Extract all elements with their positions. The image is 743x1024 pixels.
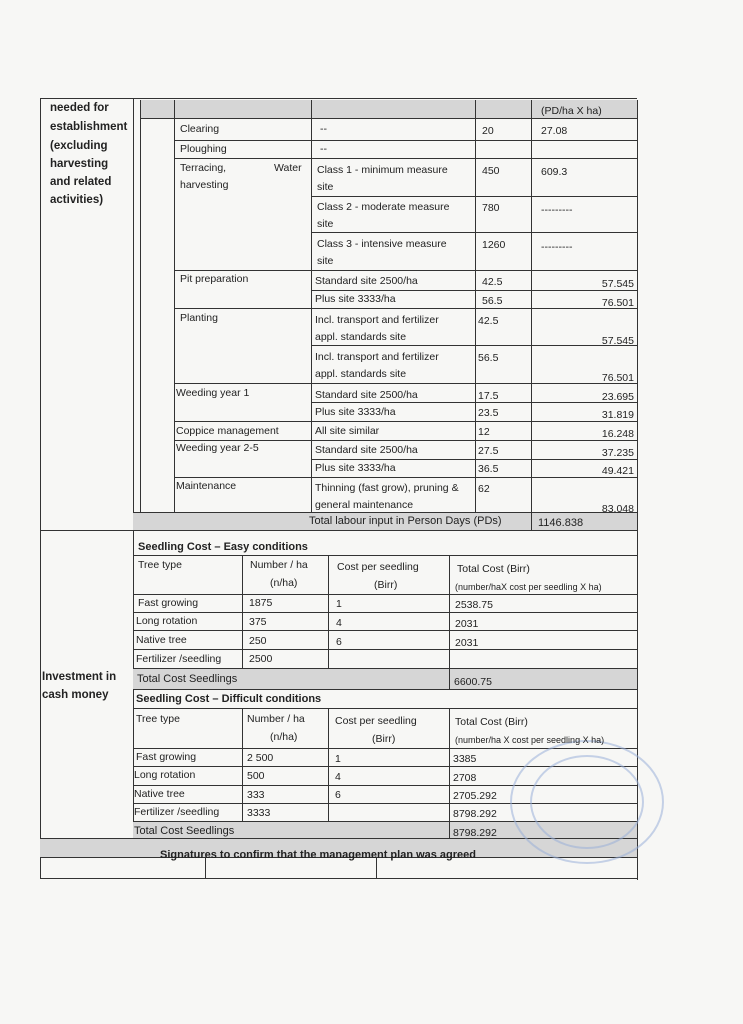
labour-pd: 780 <box>482 202 500 214</box>
labour-activity: Clearing <box>180 123 220 135</box>
difficult-row-num: 3333 <box>247 807 271 819</box>
easy-row-num: 250 <box>249 635 267 647</box>
difficult-row-num: 2 500 <box>247 752 274 764</box>
difficult-header-num-unit: (n/ha) <box>270 731 298 743</box>
difficult-row-total: 2708 <box>453 772 477 784</box>
labour-activity: Ploughing <box>180 143 227 155</box>
labour-site: Class 2 - moderate measure <box>317 201 450 213</box>
easy-total-label: Total Cost Seedlings <box>137 673 238 685</box>
difficult-row-cost: 1 <box>335 753 341 765</box>
easy-row-total: 2538.75 <box>455 599 493 611</box>
difficult-row-tree: Fertilizer /seedling <box>134 806 220 818</box>
difficult-header-total: Total Cost (Birr) <box>455 716 528 728</box>
difficult-row-tree: Long rotation <box>134 769 196 781</box>
easy-row-cost: 4 <box>336 617 342 629</box>
labour-site: Plus site 3333/ha <box>315 293 396 305</box>
labour-total: 76.501 <box>601 372 634 384</box>
difficult-header-total-formula: (number/ha X cost per seedling X ha) <box>455 735 605 745</box>
labour-site: All site similar <box>315 425 380 437</box>
difficult-row-tree: Native tree <box>134 788 185 800</box>
easy-header-cost: Cost per seedling <box>337 561 419 573</box>
easy-row-tree: Native tree <box>136 634 187 646</box>
labour-site: -- <box>320 143 327 155</box>
labour-pd: 17.5 <box>478 390 499 402</box>
labour-site: Incl. transport and fertilizer <box>315 351 439 363</box>
labour-site: Class 3 - intensive measure <box>317 238 447 250</box>
easy-header-num: Number / ha <box>250 559 308 571</box>
labour-total: 83.048 <box>601 503 634 515</box>
easy-row-cost: 6 <box>336 636 342 648</box>
labour-pd: 20 <box>482 125 494 137</box>
easy-header-cost-unit: (Birr) <box>374 579 398 591</box>
difficult-total-value: 8798.292 <box>453 827 497 839</box>
easy-row-num: 1875 <box>249 597 273 609</box>
labour-pd: 42.5 <box>478 315 499 327</box>
difficult-total-label: Total Cost Seedlings <box>134 825 235 837</box>
labour-pd: 56.5 <box>482 295 503 307</box>
labour-site: appl. standards site <box>315 368 407 380</box>
frame-left-line <box>40 98 41 858</box>
labour-total: 31.819 <box>601 409 634 421</box>
labour-site: site <box>317 218 334 230</box>
labour-pd: 36.5 <box>478 463 499 475</box>
signatures-heading: Signatures to confirm that the management plan was agreed <box>160 849 477 861</box>
labour-pd: 27.5 <box>478 445 499 457</box>
labour-pd: 12 <box>478 426 490 438</box>
difficult-header-cost-unit: (Birr) <box>372 733 396 745</box>
labour-pd: 1260 <box>482 239 506 251</box>
labour-site: Incl. transport and fertilizer <box>315 314 439 326</box>
section-divider <box>40 530 637 531</box>
top-line <box>40 98 637 99</box>
labour-header-unit: (PD/ha X ha) <box>541 105 602 117</box>
labour-site: general maintenance <box>315 499 414 511</box>
labour-site: appl. standards site <box>315 331 407 343</box>
difficult-header-tree: Tree type <box>136 713 180 725</box>
labour-total: 23.695 <box>601 391 634 403</box>
easy-header-total: Total Cost (Birr) <box>457 563 530 575</box>
labour-activity: Planting <box>180 312 218 324</box>
labour-total: 49.421 <box>601 465 634 477</box>
labour-site: Standard site 2500/ha <box>315 389 418 401</box>
labour-activity: Maintenance <box>176 480 237 492</box>
labour-total-label: Total labour input in Person Days (PDs) <box>309 515 502 527</box>
labour-total: 57.545 <box>601 278 634 290</box>
labour-activity: Terracing, <box>180 162 227 174</box>
labour-total: 27.08 <box>541 125 568 137</box>
easy-header-total-formula: (number/haX cost per seedling X ha) <box>455 582 602 592</box>
difficult-header-cost: Cost per seedling <box>335 715 417 727</box>
labour-pd: 23.5 <box>478 407 499 419</box>
labour-activity: Weeding year 1 <box>176 387 250 399</box>
labour-total: 57.545 <box>601 335 634 347</box>
labour-pd: 450 <box>482 165 500 177</box>
easy-row-total: 2031 <box>455 637 479 649</box>
easy-row-num: 2500 <box>249 653 273 665</box>
labour-activity: Water <box>274 162 302 174</box>
easy-header-tree: Tree type <box>138 559 182 571</box>
difficult-header-num: Number / ha <box>247 713 305 725</box>
labour-site: Plus site 3333/ha <box>315 406 396 418</box>
easy-title: Seedling Cost – Easy conditions <box>138 541 308 553</box>
labour-total: 16.248 <box>601 428 634 440</box>
difficult-row-total: 3385 <box>453 753 477 765</box>
easy-total-value: 6600.75 <box>454 676 492 688</box>
difficult-row-total: 2705.292 <box>453 790 497 802</box>
labour-activity: Coppice management <box>176 425 279 437</box>
difficult-row-cost: 6 <box>335 789 341 801</box>
labour-total-value: 1146.838 <box>538 517 584 529</box>
easy-row-tree: Fertilizer /seedling <box>136 653 222 665</box>
difficult-row-cost: 4 <box>335 771 341 783</box>
label-col-line <box>133 98 134 838</box>
labour-pd: 42.5 <box>482 276 503 288</box>
easy-row-total: 2031 <box>455 618 479 630</box>
labour-total: 76.501 <box>601 297 634 309</box>
labour-activity: Weeding year 2-5 <box>176 442 259 454</box>
labour-site: site <box>317 181 334 193</box>
labour-activity: harvesting <box>180 179 229 191</box>
easy-row-cost: 1 <box>336 598 342 610</box>
difficult-title: Seedling Cost – Difficult conditions <box>136 693 322 705</box>
easy-row-tree: Fast growing <box>138 597 199 609</box>
labour-total: 37.235 <box>601 447 634 459</box>
labour-activity: Pit preparation <box>180 273 249 285</box>
difficult-row-tree: Fast growing <box>136 751 197 763</box>
labour-pd: 62 <box>478 483 490 495</box>
labour-site: site <box>317 255 334 267</box>
easy-row-tree: Long rotation <box>136 615 198 627</box>
labour-site: Class 1 - minimum measure <box>317 164 448 176</box>
labour-site: Standard site 2500/ha <box>315 444 418 456</box>
labour-site: Plus site 3333/ha <box>315 462 396 474</box>
labour-site: Thinning (fast grow), pruning & <box>315 482 459 494</box>
difficult-row-total: 8798.292 <box>453 808 497 820</box>
easy-header-num-unit: (n/ha) <box>270 577 298 589</box>
difficult-row-num: 500 <box>247 770 265 782</box>
labour-total: --------- <box>541 241 573 253</box>
difficult-row-num: 333 <box>247 789 265 801</box>
labour-total: --------- <box>541 204 573 216</box>
easy-row-num: 375 <box>249 616 267 628</box>
labour-site: -- <box>320 123 327 135</box>
labour-pd: 56.5 <box>478 352 499 364</box>
labour-total: 609.3 <box>541 166 568 178</box>
labour-site: Standard site 2500/ha <box>315 275 418 287</box>
official-stamp-inner <box>530 755 644 849</box>
